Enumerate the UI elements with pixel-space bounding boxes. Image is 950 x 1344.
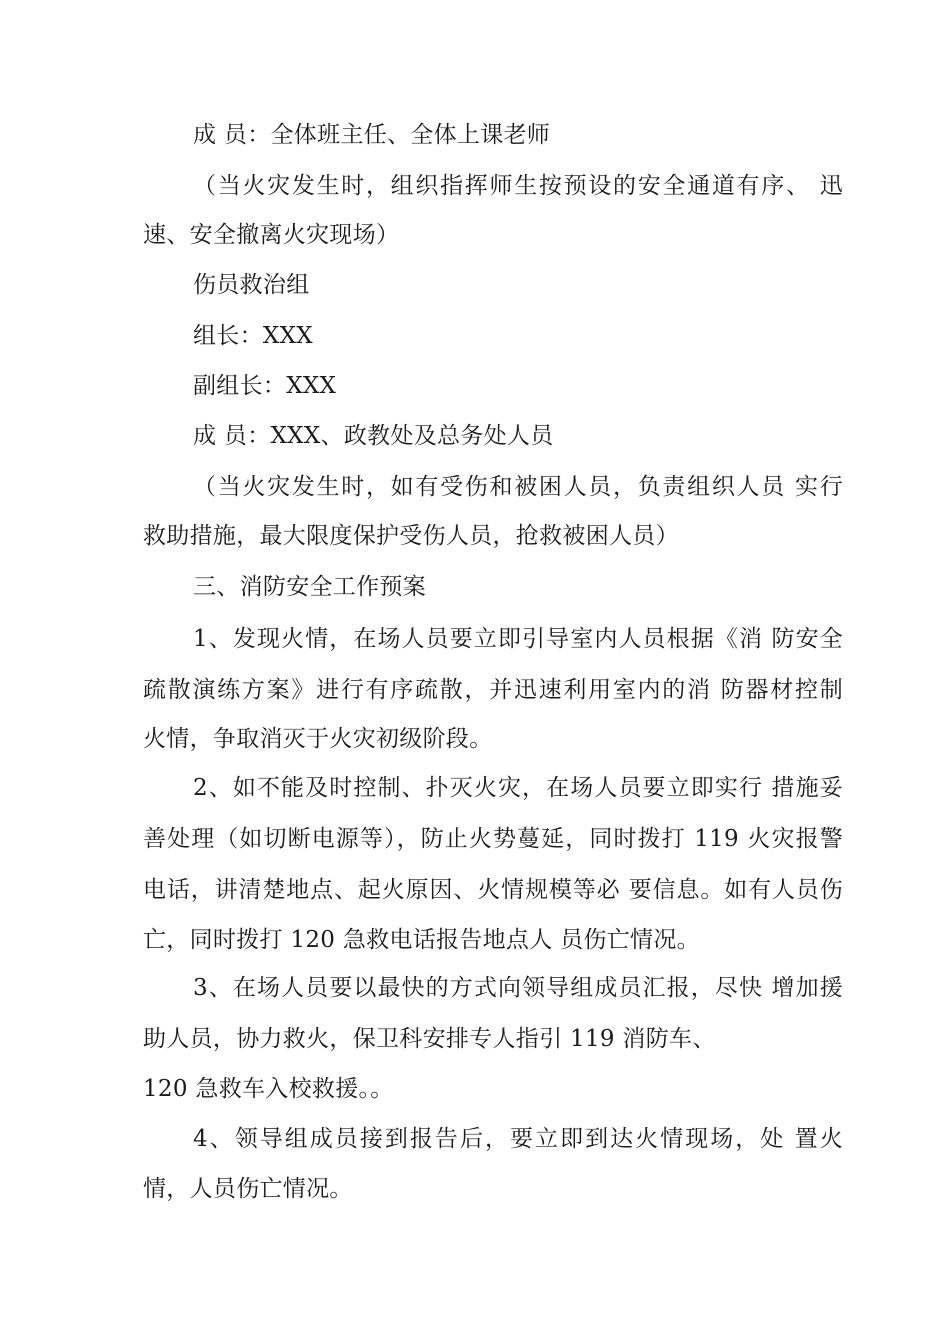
rescue-group-heading: 伤员救治组 xyxy=(193,272,310,298)
item-1-line-1: 1、发现火情，在场人员要立即引导室内人员根据《消 防安全 xyxy=(193,626,843,652)
evacuation-note-line-1: （当火灾发生时，组织指挥师生按预设的安全通道有序、 迅 xyxy=(193,173,843,199)
item-4-line-1: 4、领导组成员接到报告后，要立即到达火情现场，处 置火 xyxy=(193,1126,843,1152)
item-1-line-3: 火情，争取消灭于火灾初级阶段。 xyxy=(143,726,493,752)
deputy-leader-line: 副组长：XXX xyxy=(193,373,337,399)
item-3-line-3: 120 急救车入校救援。。 xyxy=(143,1076,394,1102)
item-3-line-2: 助人员，协力救火，保卫科安排专人指引 119 消防车、 xyxy=(143,1026,716,1052)
item-2-line-1: 2、如不能及时控制、扑灭火灾，在场人员要立即实行 措施妥 xyxy=(193,775,843,801)
item-1-line-2: 疏散演练方案》进行有序疏散，并迅速利用室内的消 防器材控制 xyxy=(143,677,843,703)
item-3-line-1: 3、在场人员要以最快的方式向领导组成员汇报，尽快 增加援 xyxy=(193,975,843,1001)
item-4-line-2: 情，人员伤亡情况。 xyxy=(143,1176,353,1202)
section-three-heading: 三、消防安全工作预案 xyxy=(193,574,426,600)
item-2-line-3: 电话，讲清楚地点、起火原因、火情规模等必 要信息。如有人员伤 xyxy=(143,877,843,903)
item-2-line-4: 亡，同时拨打 120 急救电话报告地点人 员伤亡情况。 xyxy=(143,927,700,953)
group-leader-line: 组长：XXX xyxy=(193,323,313,349)
evacuation-note-line-2: 速、安全撤离火灾现场） xyxy=(143,222,400,248)
members-line: 成 员：全体班主任、全体上课老师 xyxy=(193,122,551,148)
rescue-note-line-1: （当火灾发生时，如有受伤和被困人员，负责组织人员 实行 xyxy=(193,474,843,500)
rescue-members-line: 成 员：XXX、政教处及总务处人员 xyxy=(193,423,554,449)
rescue-note-line-2: 救助措施，最大限度保护受伤人员，抢救被困人员） xyxy=(143,523,679,549)
item-2-line-2: 善处理（如切断电源等），防止火势蔓延，同时拨打 119 火灾报警 xyxy=(143,826,843,852)
